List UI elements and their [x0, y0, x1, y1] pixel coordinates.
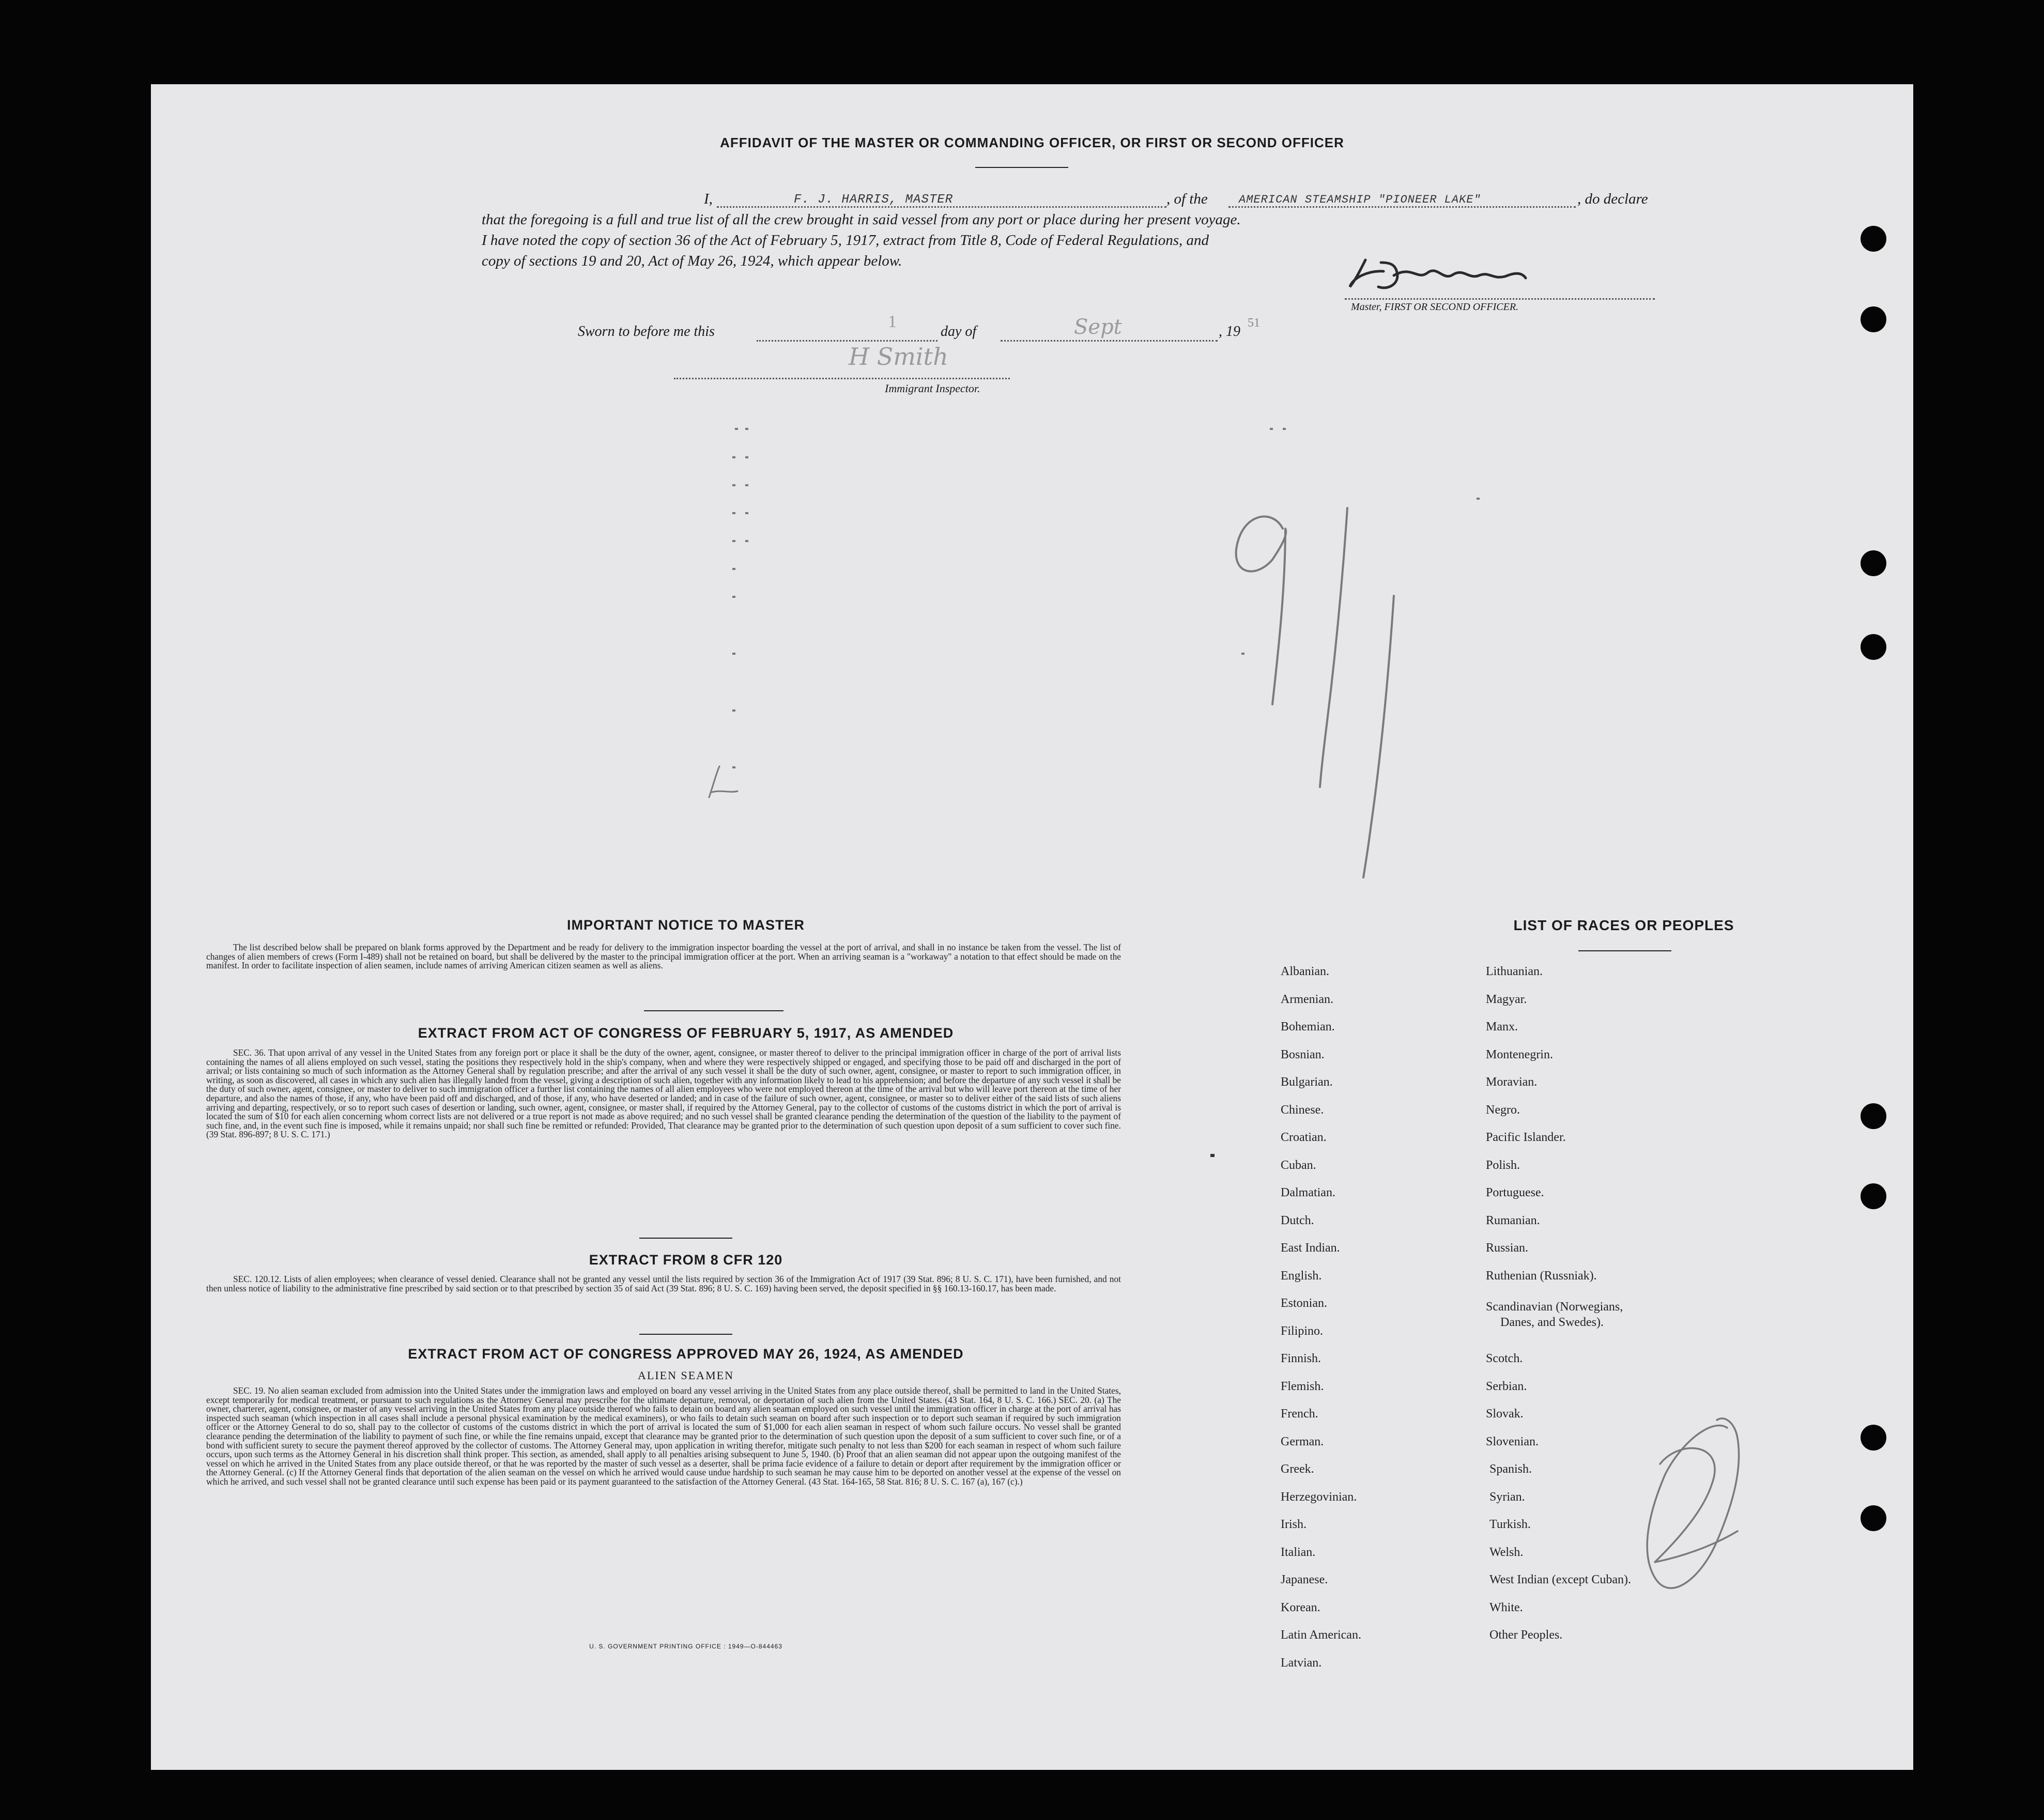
- race-item: Estonian.: [1281, 1297, 1327, 1310]
- race-item: Chinese.: [1281, 1103, 1324, 1117]
- race-item: Portuguese.: [1486, 1186, 1544, 1199]
- race-item: Scandinavian (Norwegians,: [1486, 1300, 1623, 1314]
- pencil-circled-number: [1608, 1407, 1774, 1634]
- race-item: Dutch.: [1281, 1214, 1314, 1227]
- race-item: Other Peoples.: [1489, 1628, 1563, 1642]
- extract-1924-text: SEC. 19. No alien seaman excluded from admission into the United States under the immigration laws and employed on board any vessel arriving in the United States from any place outside thereof, shall be permitted to land in the United States, except temporarily for medical treatment, or pursuant to such regulations as the Attorney General may prescribe for the ultimate departure, removal, or deportation of such alien from the United States. (43 Stat. 164, 8 U. S. C. 166.) SEC. 20. (a) The owner, charterer, agent, consignee, or master of any vessel arriving in the United States from any place outside thereof who fails to detain on board any alien seaman employed on such vessel until the immigration officer in charge at the port of arrival has inspected such seaman (which inspection in all cases shall include a personal physical examination by the medical examiners), or who fails to detain such seaman on board after such inspection or to deport such seaman if required by such immigration officer or the Attorney General to do so, shall pay to the collector of customs of the customs district in which the port of arrival is located the sum of $1,000 for each alien seaman in respect of whom such failure occurs. No vessel shall be granted clearance pending the determination of the liability to payment of such fine, or while the fine remains unpaid, except that clearance may be granted prior to the determination of such question upon the deposit of a sum sufficient to cover such fine, or of a bond with sufficient surety to secure the payment thereof approved by the collector of customs. The Attorney General may, upon application in writing therefor, mitigate such penalty to not less than $200 for each seaman in respect of whom such failure occurs, upon such terms as the Attorney General in his discretion shall think proper. This section, as amended, shall apply to all penalties arising subsequent to June 5, 1940. (b) Proof that an alien seaman did not appear upon the outgoing manifest of the vessel on which he arrived in the United States from any place outside thereof, or that he was reported by the master of such vessel as a deserter, shall be prima facie evidence of a failure to detain or deport after requirement by the immigration officer or the Attorney General. (c) If the Attorney General finds that deportation of the alien seaman on the vessel on which he arrived would cause undue hardship to such seaman he may cause him to be deported on another vessel at the expense of the vessel on which he arrived, and such vessel shall not be granted clearance until such expense has been paid or its payment guaranteed to the satisfaction of the Attorney General. (43 Stat. 164-165, 58 Stat. 816; 8 U. S. C. 167 (a), 167 (c).): [206, 1385, 1121, 1487]
- printer-line: U. S. GOVERNMENT PRINTING OFFICE : 1949—O-844463: [589, 1643, 782, 1650]
- race-item: West Indian (except Cuban).: [1489, 1573, 1631, 1586]
- sworn-day-value: 1: [888, 312, 897, 331]
- extract-1917-heading: EXTRACT FROM ACT OF CONGRESS OF FEBRUARY 5, 1917, AS AMENDED: [418, 1025, 954, 1041]
- inspector-line: [674, 378, 1010, 379]
- race-item: Serbian.: [1486, 1380, 1527, 1393]
- extract-1917-text: SEC. 36. That upon arrival of any vessel in the United States from any foreign port or place it shall be the duty of the owner, agent, consignee, or master thereof to deliver to the principal immigration officer in charge of the port of arrival lists containing the names of all aliens employed on such vessel, stating the positions they respectively hold in the ship's company, when and where they were respectively shipped or engaged, and specifying those to be paid off and discharged in the port of arrival; or lists containing so much of such information as the Attorney General shall by regulation prescribe; and after the arrival of any such vessel it shall be the duty of such owner, agent, consignee, or master to report to such immigration officer, in writing, as soon as discovered, all cases in which any such alien has illegally landed from the vessel, giving a description of such alien, together with any information likely to lead to his apprehension; and before the departure of any such vessel it shall be the duty of such owner, agent, consignee, or master to deliver to such immigration officer a further list containing the names of all alien employees who were not employed thereon at the time of the arrival but who will leave port thereon at the time of her departure, and also the names of those, if any, who have been paid off and discharged, and of those, if any, who have deserted or landed; and in case of the failure of such owner, agent, consignee, or master so to deliver either of the said lists of such aliens arriving and departing, respectively, or so to report such cases of desertion or landing, such owner, agent, consignee, or master shall, if required by the Attorney General, pay to the collector of customs of the customs district in which the port of arrival is located the sum of $10 for each alien concerning whom correct lists are not delivered or a true report is not made as above required; and no such vessel shall be granted clearance pending the determination of the question of the liability to the payment of such fine, and, in the event such fine is imposed, while it remains unpaid; nor shall such fine be remitted or refunded: Provided, That clearance may be granted prior to the determination of such question upon deposit of a sum sufficient to cover such fine. (39 Stat. 896-897; 8 U. S. C. 171.): [206, 1047, 1121, 1140]
- sworn-year-prefix: , 19: [1219, 323, 1240, 340]
- declaration-line: I have noted the copy of section 36 of the Act of February 5, 1917, extract from Title 8, Code of Federal Regulations, and: [482, 232, 1209, 249]
- notice-text: The list described below shall be prepared on blank forms approved by the Department and be ready for delivery to the immigration inspector boarding the vessel at the port of arrival, and shall in no instance be taken from the vessel. The list of changes of alien members of crews (Form I-489) shall not be retained on board, but shall be delivered by the master to the principal immigration officer at the port. When an arriving seaman is a "workaway" a notation to that effect should be made on the manifest. In order to facilitate inspection of alien seamen, include names of arriving American citizen seamen as well as aliens.: [206, 942, 1121, 971]
- race-item: Negro.: [1486, 1103, 1520, 1117]
- race-item: Croatian.: [1281, 1131, 1327, 1144]
- race-item: Japanese.: [1281, 1573, 1328, 1586]
- race-item: Polish.: [1486, 1159, 1520, 1172]
- race-item: Armenian.: [1281, 993, 1333, 1006]
- signature-caption: Master, FIRST OR SECOND OFFICER.: [1351, 301, 1519, 313]
- race-item: Syrian.: [1489, 1490, 1525, 1504]
- race-item: Manx.: [1486, 1020, 1518, 1034]
- race-item: Bulgarian.: [1281, 1075, 1333, 1089]
- race-item: Welsh.: [1489, 1546, 1524, 1559]
- race-item: Scotch.: [1486, 1352, 1523, 1365]
- declaration-of: , of the: [1166, 191, 1208, 207]
- race-item: English.: [1281, 1269, 1322, 1283]
- race-item: Flemish.: [1281, 1380, 1324, 1393]
- declaration-line: copy of sections 19 and 20, Act of May 26, 1924, which appear below.: [482, 253, 902, 269]
- race-item: Irish.: [1281, 1518, 1307, 1531]
- pencil-mark: [694, 761, 745, 803]
- race-item: Cuban.: [1281, 1159, 1316, 1172]
- races-heading: LIST OF RACES OR PEOPLES: [1513, 917, 1734, 933]
- extract-1924-subheading: ALIEN SEAMEN: [638, 1369, 734, 1382]
- sworn-year-value: 51: [1248, 316, 1260, 330]
- declaration-line: that the foregoing is a full and true list of all the crew brought in said vessel from any port or place during her present voyage.: [482, 211, 1241, 228]
- punch-hole: [1861, 226, 1886, 252]
- race-item: Filipino.: [1281, 1324, 1324, 1338]
- race-item: Rumanian.: [1486, 1214, 1540, 1227]
- affidavit-title: AFFIDAVIT OF THE MASTER OR COMMANDING OFFICER, OR FIRST OR SECOND OFFICER: [720, 135, 1344, 150]
- svg-text:911: 911: [1210, 456, 1211, 457]
- declaration-declare: , do declare: [1577, 191, 1648, 207]
- race-item: French.: [1281, 1407, 1318, 1421]
- race-item: Bohemian.: [1281, 1020, 1335, 1034]
- pencil-number: [1210, 456, 1469, 921]
- race-item: Magyar.: [1486, 993, 1527, 1006]
- race-item: East Indian.: [1281, 1241, 1340, 1255]
- race-item: Lithuanian.: [1486, 965, 1543, 978]
- document-page: [151, 84, 1913, 1770]
- section-divider: [644, 1010, 783, 1011]
- svg-text:2: 2: [1608, 1407, 1609, 1408]
- race-item: White.: [1489, 1601, 1523, 1614]
- extract-cfr-heading: EXTRACT FROM 8 CFR 120: [589, 1252, 783, 1268]
- punch-hole: [1861, 1183, 1886, 1209]
- race-item: Albanian.: [1281, 965, 1329, 978]
- race-item: Herzegovinian.: [1281, 1490, 1357, 1504]
- race-item: Danes, and Swedes).: [1500, 1316, 1604, 1329]
- master-name-value: F. J. HARRIS, MASTER: [794, 193, 954, 207]
- race-item: Slovenian.: [1486, 1435, 1539, 1448]
- inspector-caption: Immigrant Inspector.: [885, 382, 980, 395]
- race-item: Finnish.: [1281, 1352, 1321, 1365]
- sworn-prefix: Sworn to before me this: [578, 323, 715, 340]
- signature-line: [1345, 298, 1655, 300]
- section-divider: [639, 1334, 732, 1335]
- punch-hole: [1861, 1425, 1886, 1451]
- sworn-day-of: day of: [941, 323, 977, 340]
- title-divider: [975, 167, 1068, 168]
- race-item: Dalmatian.: [1281, 1186, 1335, 1199]
- race-item: German.: [1281, 1435, 1324, 1448]
- race-item: Korean.: [1281, 1601, 1320, 1614]
- race-item: Pacific Islander.: [1486, 1131, 1566, 1144]
- extract-1924-heading: EXTRACT FROM ACT OF CONGRESS APPROVED MAY 26, 1924, AS AMENDED: [408, 1346, 964, 1362]
- race-item: Moravian.: [1486, 1075, 1538, 1089]
- punch-hole: [1861, 550, 1886, 576]
- race-item: Bosnian.: [1281, 1048, 1325, 1061]
- master-signature: [1262, 250, 1650, 296]
- race-item: Ruthenian (Russniak).: [1486, 1269, 1597, 1283]
- race-item: Greek.: [1281, 1462, 1314, 1476]
- race-item: Turkish.: [1489, 1518, 1531, 1531]
- race-item: Slovak.: [1486, 1407, 1524, 1421]
- race-item: Russian.: [1486, 1241, 1529, 1255]
- punch-hole: [1861, 634, 1886, 660]
- punch-hole: [1861, 1103, 1886, 1129]
- inspector-signature: H Smith: [849, 343, 948, 371]
- punch-hole: [1861, 306, 1886, 332]
- punch-hole: [1861, 1505, 1886, 1531]
- declaration-pre: I,: [704, 191, 713, 207]
- race-item: Italian.: [1281, 1546, 1316, 1559]
- race-item: Latvian.: [1281, 1656, 1322, 1670]
- race-item: Montenegrin.: [1486, 1048, 1553, 1061]
- sworn-month-value: Sept: [1074, 315, 1122, 339]
- race-item: Spanish.: [1489, 1462, 1532, 1476]
- notice-heading: IMPORTANT NOTICE TO MASTER: [567, 917, 805, 933]
- race-item: Latin American.: [1281, 1628, 1361, 1642]
- vessel-name-value: AMERICAN STEAMSHIP "PIONEER LAKE": [1239, 193, 1481, 206]
- extract-cfr-text: SEC. 120.12. Lists of alien employees; when clearance of vessel denied. Clearance shall not be granted any vessel until the lists required by section 36 of the Immigration Act of 1917 (39 Stat. 896; 8 U. S. C. 171), have been furnished, and not then unless notice of liability to the administrative fine prescribed by said section or to that prescribed by section 35 of said Act (39 Stat. 896; 8 U. S. C. 169) having been served, the deposit specified in §§ 160.13-160.17, has been made.: [206, 1274, 1121, 1293]
- section-divider: [639, 1238, 732, 1239]
- races-divider: [1578, 950, 1671, 951]
- sworn-line: [578, 312, 1508, 344]
